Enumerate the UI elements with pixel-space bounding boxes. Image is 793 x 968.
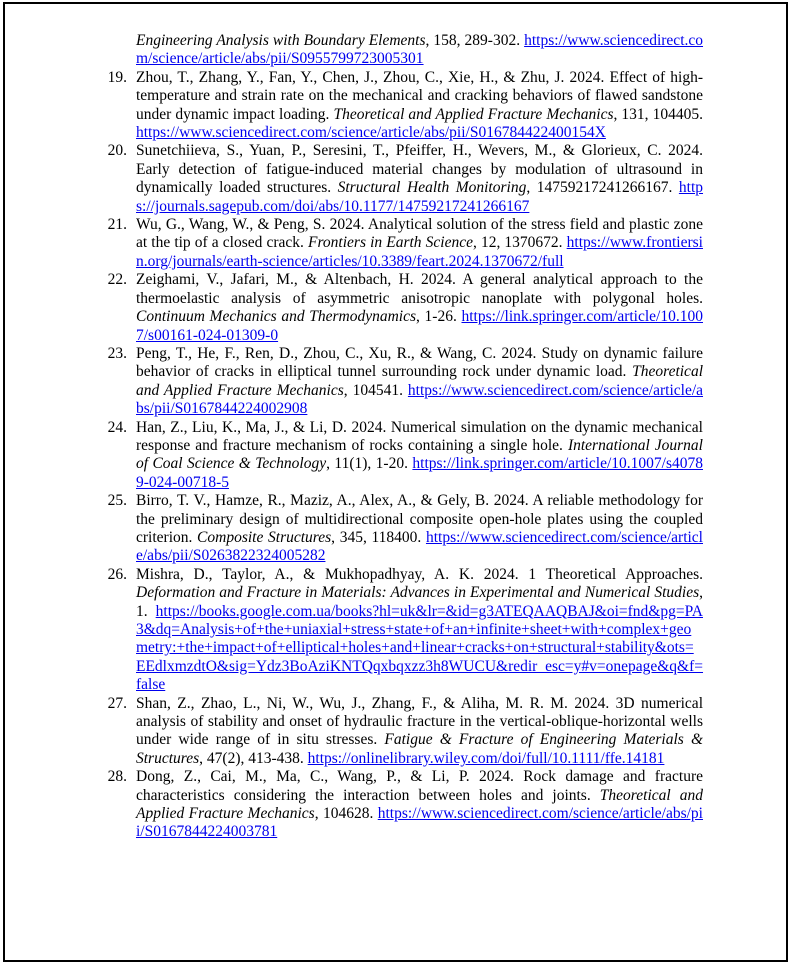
reference-citation: Shan, Z., Zhao, L., Ni, W., Wu, J., Zhang, F., & Aliha, M. R. M. 2024. 3D numerical analysis of stability and onset of hydraulic fracture in the vertical-oblique-horizontal wells under wide range of in situ stresses.: [136, 694, 703, 749]
reference-link[interactable]: https://www.sciencedirect.com/science/article/abs/pii/S016784422400154X: [136, 124, 606, 142]
reference-details: , 11(1), 1-20.: [326, 455, 408, 473]
reference-text: [136, 142, 703, 216]
reference-item: [97, 271, 703, 345]
reference-details: , 131, 104405.: [613, 105, 703, 123]
reference-link[interactable]: https://www.sciencedirect.com/science/article/abs/pii/S0167844224002908: [136, 381, 704, 418]
reference-number: 21.: [107, 216, 127, 234]
reference-link[interactable]: https://books.google.com.ua/books?hl=uk&lr=&id=g3ATEQAAQBAJ&oi=fnd&pg=PA3&dq=Analysis+of+the+uniaxial+stress+state+of+an+infinite+sheet+with+complex+geometry:+the+impact+of+elliptical+holes+and+linear+cracks+on+structural+stability&ots=EEdlxmzdtO&sig=Ydz3BoAziKNTQqxbqxzz3h8WUCU&redir_esc=y#v=onepage&q&f=false: [136, 602, 704, 694]
reference-item: [97, 566, 703, 695]
reference-link[interactable]: https://www.sciencedirect.com/science/article/abs/pii/S0955799723005301: [136, 32, 704, 68]
reference-text: [136, 566, 703, 695]
reference-details: , 345, 118400.: [331, 528, 422, 546]
reference-number: 23.: [107, 344, 127, 362]
reference-item: [97, 69, 703, 143]
reference-details: , 158, 289-302.: [425, 32, 521, 49]
reference-details: , 12, 1370672.: [472, 234, 563, 252]
reference-text: [136, 695, 703, 769]
reference-journal: Theoretical and Applied Fracture Mechanics: [136, 363, 703, 399]
reference-number: 19.: [107, 68, 127, 86]
reference-citation: Sunetchiieva, S., Yuan, P., Seresini, T., Pfeiffer, H., Wevers, M., & Glorieux, C. 2024. Early detection of fatigue-induced material changes by modulation of ultrasound in dynamically loaded structures.: [136, 142, 703, 197]
reference-journal: Theoretical and Applied Fracture Mechanics: [136, 786, 704, 823]
reference-link[interactable]: https://www.sciencedirect.com/science/article/abs/pii/S0263822324005282: [136, 528, 703, 565]
reference-item: [97, 492, 703, 566]
reference-journal: Frontiers in Earth Science: [308, 234, 473, 252]
reference-citation: Han, Z., Liu, K., Ma, J., & Li, D. 2024. Numerical simulation on the dynamic mechanical response and fracture mechanism of rocks containing a single hole.: [136, 418, 703, 454]
document-page: [3, 2, 788, 962]
reference-text: [136, 345, 703, 419]
reference-details: , 104628.: [314, 805, 374, 823]
reference-journal: Theoretical and Applied Fracture Mechanics: [333, 105, 614, 123]
reference-link[interactable]: https://link.springer.com/article/10.1007/s40789-024-00718-5: [136, 455, 703, 491]
reference-item: [97, 142, 703, 216]
reference-details: , 104541.: [343, 381, 403, 399]
reference-text: [136, 492, 703, 566]
reference-number: 28.: [107, 768, 127, 786]
reference-text: [136, 271, 703, 345]
reference-citation: Zhou, T., Zhang, Y., Fan, Y., Chen, J., Zhou, C., Xie, H., & Zhu, J. 2024. Effect of high-temperature and strain rate on the mechanical and cracking behaviors of flawed sandstone under dynamic impact loading.: [136, 68, 703, 123]
reference-details: , 1-26.: [416, 308, 457, 326]
reference-item: [97, 345, 703, 419]
reference-item: [97, 768, 703, 842]
reference-text: [136, 216, 703, 271]
reference-citation: Zeighami, V., Jafari, M., & Altenbach, H. 2024. A general analytical approach to the thermoelastic analysis of asymmetric anisotropic nanoplate with polygonal holes.: [136, 271, 703, 307]
reference-number: 20.: [107, 142, 127, 160]
reference-text: [136, 419, 703, 493]
reference-journal: International Journal of Coal Science & Technology: [136, 436, 703, 473]
reference-link[interactable]: https://www.sciencedirect.com/science/article/abs/pii/S0167844224003781: [136, 805, 703, 841]
reference-journal: Continuum Mechanics and Thermodynamics: [136, 308, 417, 326]
reference-citation: Peng, T., He, F., Ren, D., Zhou, C., Xu, R., & Wang, C. 2024. Study on dynamic failure behavior of cracks in elliptical tunnel surrounding rock under dynamic load.: [136, 344, 703, 381]
reference-link[interactable]: https://link.springer.com/article/10.1007/s00161-024-01309-0: [136, 308, 703, 344]
reference-link[interactable]: https://onlinelibrary.wiley.com/doi/full/10.1111/ffe.14181: [307, 749, 665, 767]
reference-number: 27.: [107, 694, 127, 712]
reference-number: 25.: [107, 492, 127, 510]
reference-number: 24.: [107, 418, 127, 436]
reference-text: [136, 32, 703, 69]
reference-citation: Dong, Z., Cai, M., Ma, C., Wang, P., & Li, P. 2024. Rock damage and fracture characteristics considering the interaction between holes and joints.: [136, 768, 703, 804]
reference-list: [97, 32, 703, 842]
reference-text: [136, 69, 703, 143]
reference-item: [97, 32, 703, 69]
reference-details: , 47(2), 413-438.: [199, 749, 304, 767]
reference-item: [97, 216, 703, 271]
reference-item: [97, 419, 703, 493]
reference-link[interactable]: https://journals.sagepub.com/doi/abs/10.1177/14759217241266167: [136, 179, 704, 215]
reference-text: [136, 768, 703, 842]
reference-journal: Deformation and Fracture in Materials: Advances in Experimental and Numerical Studies: [136, 584, 700, 602]
reference-journal: Structural Health Monitoring: [337, 179, 527, 197]
reference-number: 22.: [107, 271, 127, 289]
reference-citation: Birro, T. V., Hamze, R., Maziz, A., Alex, A., & Gely, B. 2024. A reliable methodology for the preliminary design of multidirectional composite open-hole plates using the coupled criterion.: [136, 492, 703, 546]
reference-journal: Fatigue & Fracture of Engineering Materials & Structures: [136, 731, 703, 767]
reference-details: , 1.: [136, 584, 703, 620]
reference-journal: Composite Structures: [197, 528, 332, 546]
reference-journal: Engineering Analysis with Boundary Elements: [136, 32, 426, 49]
reference-citation: Mishra, D., Taylor, A., & Mukhopadhyay, A. K. 2024. 1 Theoretical Approaches.: [136, 565, 703, 583]
reference-details: , 14759217241266167.: [526, 179, 673, 197]
reference-citation: Wu, G., Wang, W., & Peng, S. 2024. Analytical solution of the stress field and plastic zone at the tip of a closed crack.: [136, 216, 703, 252]
reference-number: 26.: [107, 565, 127, 583]
reference-link[interactable]: https://www.frontiersin.org/journals/earth-science/articles/10.3389/feart.2024.1370672/full: [136, 234, 703, 270]
reference-item: [97, 695, 703, 769]
